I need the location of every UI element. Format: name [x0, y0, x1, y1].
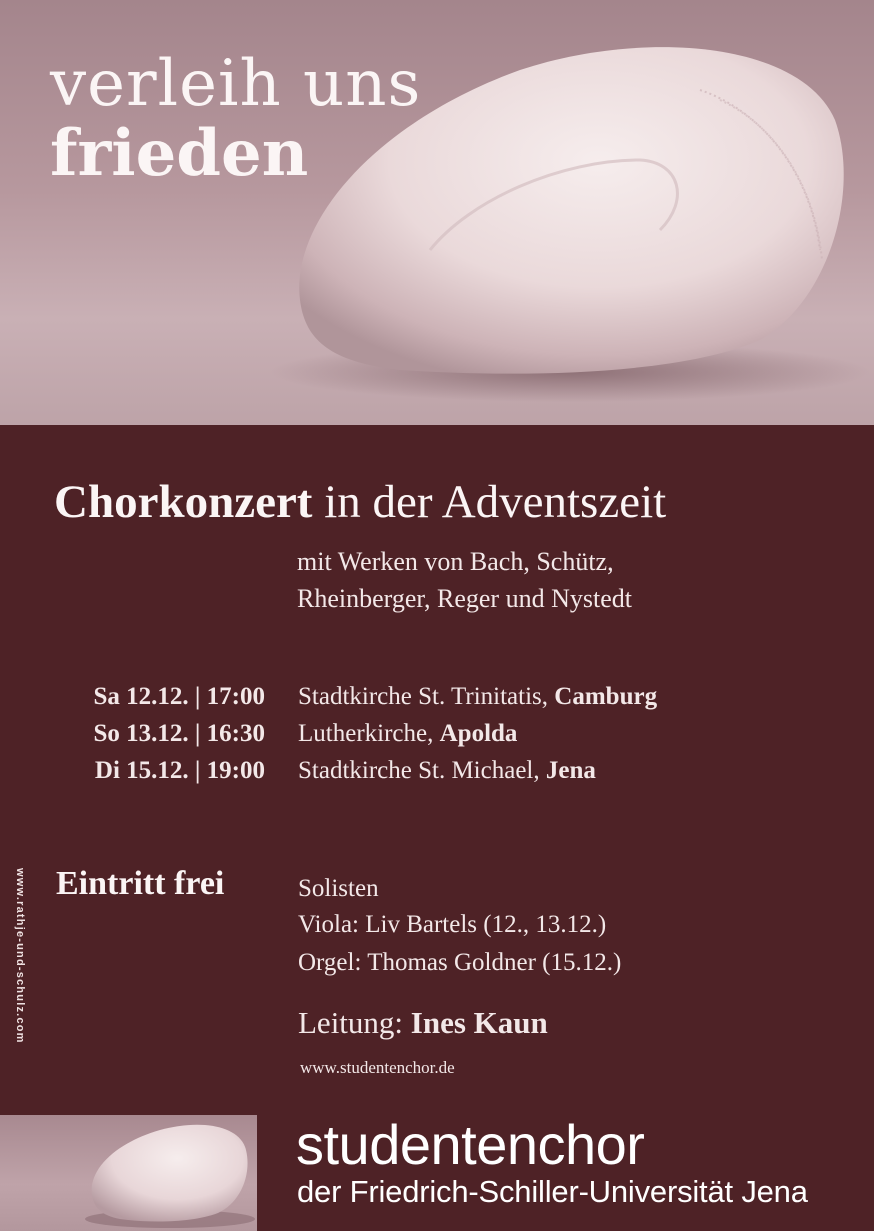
sculpture-small-image — [0, 1115, 257, 1231]
conductor — [298, 1005, 548, 1041]
headline-line-2: frieden — [50, 116, 309, 191]
soloists-heading: Solisten — [298, 875, 379, 902]
admission-free: Eintritt frei — [56, 865, 225, 902]
hero-photo — [0, 0, 874, 425]
sculpture-thumbnail — [0, 1115, 257, 1231]
venue-3-name: Stadtkirche St. Michael, — [298, 757, 546, 784]
concert-title-bold: Chorkonzert — [54, 476, 313, 528]
concert-info — [0, 425, 874, 1115]
design-credit-text: www.rathje-und-schulz.com — [14, 868, 26, 1044]
choir-university: der Friedrich-Schiller-Universität Jena — [297, 1174, 808, 1209]
soloist-organ: Orgel: Thomas Goldner (15.12.) — [298, 949, 622, 976]
works-line-1: mit Werken von Bach, Schütz, — [297, 547, 614, 576]
venue-1 — [298, 683, 657, 711]
venue-3 — [298, 757, 596, 785]
choir-name: studentenchor — [296, 1113, 645, 1176]
venue-1-city: Camburg — [554, 683, 658, 710]
works-line-2: Rheinberger, Reger und Nystedt — [297, 584, 632, 613]
headline — [50, 47, 422, 191]
conductor-label: Leitung: — [298, 1005, 411, 1040]
website-link[interactable]: www.studentenchor.de — [300, 1058, 455, 1077]
venue-3-city: Jena — [545, 757, 596, 784]
venue-2-name: Lutherkirche, — [298, 720, 440, 747]
concert-title — [54, 475, 666, 529]
venue-2-city: Apolda — [439, 720, 518, 747]
headline-line-1: verleih uns — [50, 47, 422, 121]
soloist-viola: Viola: Liv Bartels (12., 13.12.) — [298, 911, 607, 938]
design-credit — [12, 868, 30, 1048]
venue-1-name: Stadtkirche St. Trinitatis, — [298, 683, 555, 710]
concert-title-rest: in der Adventszeit — [312, 476, 667, 528]
date-2: So 13.12. | 16:30 — [93, 720, 265, 747]
venue-2 — [298, 720, 517, 748]
conductor-name: Ines Kaun — [410, 1005, 548, 1040]
date-3: Di 15.12. | 19:00 — [94, 757, 265, 784]
date-1: Sa 12.12. | 17:00 — [93, 683, 265, 710]
